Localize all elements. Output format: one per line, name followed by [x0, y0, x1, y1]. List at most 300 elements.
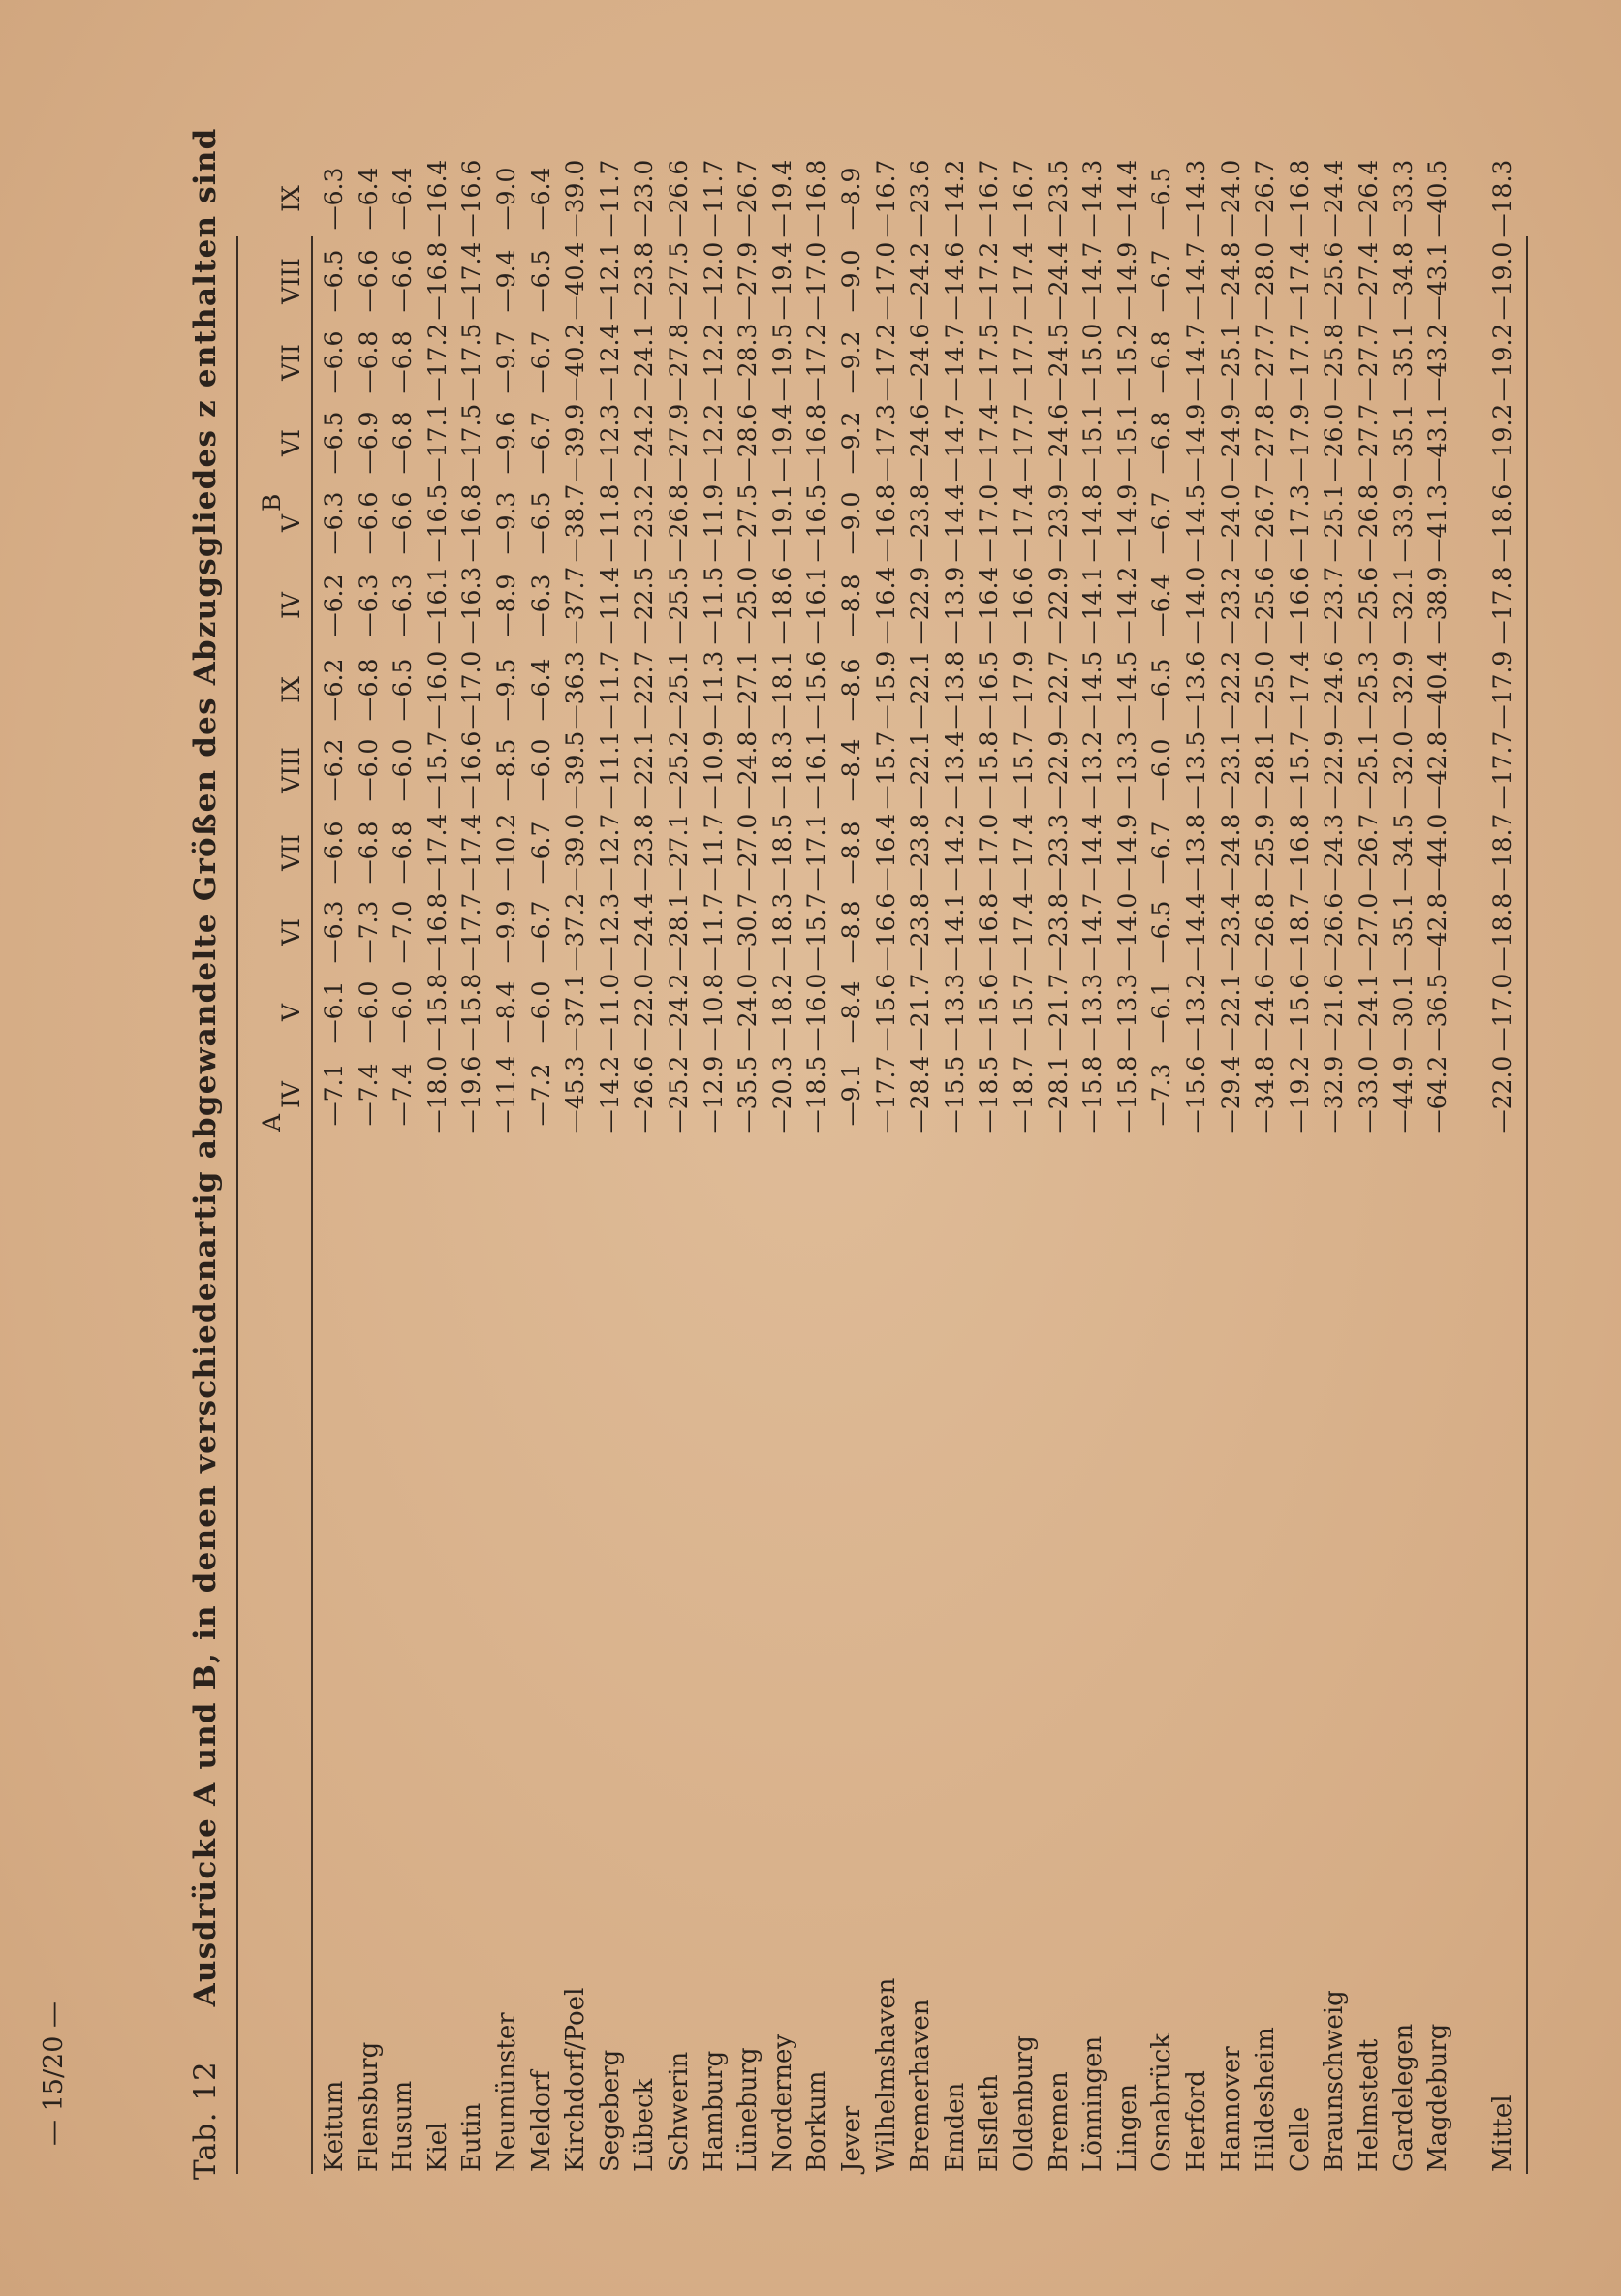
value-b-vii: —15.0: [1078, 323, 1107, 402]
value-a-vii: —6.8: [389, 821, 418, 884]
value-b-viii: —27.9: [733, 241, 763, 321]
value-a-vi: —6.7: [526, 900, 555, 964]
value-a-iv: —45.3: [561, 1055, 590, 1134]
value-b-v: —23.8: [906, 483, 935, 563]
value-b-vi: —17.4: [975, 403, 1004, 482]
value-a-vii: —34.5: [1388, 813, 1418, 892]
station-name: Elsfleth: [975, 2074, 1005, 2172]
station-name: Jever: [837, 2105, 866, 2172]
value-a-v: —6.0: [526, 980, 555, 1044]
value-b-vi: —19.2: [1488, 403, 1516, 482]
value-a-v: —16.0: [802, 973, 831, 1052]
table-row: [938, 159, 975, 2180]
value-b-vii: —17.5: [975, 323, 1004, 402]
value-b-vii: —28.3: [733, 323, 763, 402]
value-b-viii: —17.4: [457, 241, 486, 321]
value-a-vii: —23.8: [630, 813, 659, 892]
value-b-ix: —16.7: [975, 159, 1004, 238]
value-a-ix: —27.1: [733, 650, 763, 729]
value-b-vii: —6.7: [526, 330, 555, 394]
station-name: Hamburg: [699, 2050, 729, 2172]
value-b-iv: —25.5: [665, 566, 693, 645]
top-rule: [236, 236, 238, 2174]
value-a-vii: —6.7: [526, 821, 555, 884]
value-a-iv: —15.8: [1112, 1055, 1141, 1134]
value-b-vii: —24.6: [906, 323, 935, 402]
value-b-iv: —37.7: [561, 566, 590, 645]
value-a-ix: —40.4: [1423, 650, 1452, 729]
value-a-vi: —35.1: [1388, 892, 1418, 972]
value-a-viii: —22.9: [1320, 730, 1349, 810]
value-b-vi: —19.4: [767, 403, 796, 482]
value-b-v: —33.9: [1388, 483, 1418, 563]
value-a-ix: —25.1: [665, 650, 693, 729]
value-b-vii: —6.8: [389, 330, 418, 394]
value-b-v: —9.0: [837, 491, 865, 555]
value-a-viii: —13.3: [1112, 730, 1141, 810]
value-a-viii: —11.1: [595, 730, 624, 810]
table-row: [1075, 159, 1112, 2180]
table-row: [524, 167, 561, 2180]
value-a-v: —22.0: [630, 973, 659, 1052]
value-a-iv: —19.6: [457, 1055, 486, 1134]
value-b-viii: —24.4: [1044, 241, 1073, 321]
station-name: Osnabrück: [1147, 2032, 1177, 2172]
value-b-vii: —17.2: [871, 323, 900, 402]
value-a-vii: —10.2: [492, 813, 520, 892]
value-b-viii: —14.9: [1112, 241, 1141, 321]
value-a-ix: —16.0: [422, 650, 452, 729]
table-row: [834, 167, 871, 2180]
value-a-vi: —6.3: [320, 900, 348, 964]
value-b-vii: —27.7: [1355, 323, 1383, 402]
value-a-vi: —18.7: [1285, 892, 1314, 972]
value-a-viii: —15.7: [1285, 730, 1314, 810]
value-b-iv: —14.2: [1112, 566, 1141, 645]
value-b-ix: —26.6: [665, 159, 693, 238]
value-b-viii: —17.4: [1285, 241, 1314, 321]
station-name: Herford: [1182, 2070, 1211, 2172]
value-a-v: —37.1: [561, 973, 590, 1052]
station-name: Emden: [940, 2082, 970, 2172]
value-b-viii: —9.0: [837, 249, 865, 313]
value-a-vii: —6.8: [354, 821, 383, 884]
value-a-viii: —16.1: [802, 730, 831, 810]
value-b-vii: —9.7: [492, 330, 520, 394]
value-a-viii: —22.9: [1044, 730, 1073, 810]
value-b-viii: —27.5: [665, 241, 693, 321]
value-b-ix: —40.5: [1423, 159, 1452, 238]
value-b-iv: —38.9: [1423, 566, 1452, 645]
value-b-vi: —17.1: [422, 403, 452, 482]
value-b-vi: —6.7: [526, 411, 555, 475]
station-name: Mittel: [1488, 2094, 1517, 2172]
value-a-iv: —18.5: [975, 1055, 1004, 1134]
value-b-iv: —25.6: [1355, 566, 1383, 645]
value-a-iv: —19.2: [1285, 1055, 1314, 1134]
value-b-viii: —17.0: [871, 241, 900, 321]
value-b-v: —19.1: [767, 483, 796, 563]
value-a-vii: —17.0: [975, 813, 1004, 892]
value-a-viii: —13.4: [940, 730, 969, 810]
value-b-ix: —26.4: [1355, 159, 1383, 238]
value-b-iv: —25.6: [1251, 566, 1280, 645]
value-b-ix: —11.7: [699, 159, 728, 238]
value-b-vii: —25.8: [1320, 323, 1349, 402]
value-a-v: —21.6: [1320, 973, 1349, 1052]
table-row: [1387, 159, 1423, 2180]
station-name: Segeberg: [595, 2049, 625, 2172]
value-b-v: —14.4: [940, 483, 969, 563]
station-name: Norderney: [767, 2033, 797, 2172]
value-b-vi: —17.5: [457, 403, 486, 482]
value-a-iv: —18.0: [422, 1055, 452, 1134]
value-a-ix: —6.5: [1147, 658, 1176, 722]
value-a-vii: —23.3: [1044, 813, 1073, 892]
table-row: [799, 159, 836, 2180]
value-a-viii: —22.1: [906, 730, 935, 810]
value-a-ix: —14.5: [1078, 650, 1107, 729]
value-b-v: —16.5: [422, 483, 452, 563]
column-header-a-ix: IX: [277, 676, 305, 703]
value-a-iv: —15.8: [1078, 1055, 1107, 1134]
value-b-ix: —8.9: [837, 167, 865, 231]
value-a-v: —21.7: [906, 973, 935, 1052]
value-b-ix: —14.2: [940, 159, 969, 238]
value-b-vii: —17.7: [1010, 323, 1038, 402]
value-a-viii: —22.1: [630, 730, 659, 810]
value-b-iv: —14.1: [1078, 566, 1107, 645]
group-header-a: A: [258, 1113, 286, 1132]
value-a-v: —10.8: [699, 973, 728, 1052]
table-row: [1420, 159, 1457, 2180]
value-a-ix: —15.9: [871, 650, 900, 729]
value-a-iv: —18.7: [1010, 1055, 1038, 1134]
value-b-viii: —17.0: [802, 241, 831, 321]
value-a-vi: —27.0: [1355, 892, 1383, 972]
value-b-vii: —17.2: [422, 323, 452, 402]
value-b-iv: —14.0: [1182, 566, 1210, 645]
value-b-vii: —24.1: [630, 323, 659, 402]
value-a-viii: —6.0: [389, 738, 418, 802]
value-b-v: —16.8: [871, 483, 900, 563]
value-b-ix: —16.8: [1285, 159, 1314, 238]
value-b-vi: —39.9: [561, 403, 590, 482]
value-b-iv: —16.3: [457, 566, 486, 645]
value-b-iv: —6.4: [1147, 574, 1176, 637]
value-a-vi: —12.3: [595, 892, 624, 972]
value-a-v: —15.6: [975, 973, 1004, 1052]
value-a-v: —18.2: [767, 973, 796, 1052]
value-b-v: —23.2: [630, 483, 659, 563]
value-b-v: —6.7: [1147, 491, 1176, 555]
value-a-viii: —6.0: [526, 738, 555, 802]
value-b-viii: —19.0: [1488, 241, 1516, 321]
value-a-v: —13.2: [1182, 973, 1210, 1052]
value-a-ix: —11.3: [699, 650, 728, 729]
value-a-vii: —24.3: [1320, 813, 1349, 892]
value-b-viii: —43.1: [1423, 241, 1452, 321]
table-row: [697, 159, 733, 2180]
value-b-iv: —6.2: [320, 574, 348, 637]
value-b-viii: —6.5: [526, 249, 555, 313]
value-a-viii: —10.9: [699, 730, 728, 810]
value-b-vii: —35.1: [1388, 323, 1418, 402]
value-a-viii: —6.2: [320, 738, 348, 802]
table-row: [627, 159, 664, 2180]
value-a-iv: —44.9: [1388, 1055, 1418, 1134]
table-row: [1144, 167, 1181, 2180]
value-a-vii: —24.8: [1216, 813, 1245, 892]
value-a-ix: —24.6: [1320, 650, 1349, 729]
value-b-vi: —27.8: [1251, 403, 1280, 482]
value-b-vi: —17.9: [1285, 403, 1314, 482]
value-b-vi: —9.2: [837, 411, 865, 475]
value-b-ix: —24.4: [1320, 159, 1349, 238]
value-a-v: —24.0: [733, 973, 763, 1052]
value-a-iv: —33.0: [1355, 1055, 1383, 1134]
value-b-ix: —18.3: [1488, 159, 1516, 238]
value-b-vi: —16.8: [802, 403, 831, 482]
station-name: Celle: [1285, 2106, 1315, 2172]
value-a-ix: —22.1: [906, 650, 935, 729]
value-a-ix: —14.5: [1112, 650, 1141, 729]
value-b-v: —14.9: [1112, 483, 1141, 563]
value-b-iv: —16.1: [422, 566, 452, 645]
station-name: Bremerhaven: [906, 1999, 936, 2172]
column-header-b-vii: VII: [277, 344, 305, 381]
value-b-vi: —6.9: [354, 411, 383, 475]
table-row: [1283, 159, 1320, 2180]
column-header-a-iv: IV: [277, 1081, 305, 1108]
value-b-iv: —6.3: [389, 574, 418, 637]
value-a-vi: —18.8: [1488, 892, 1516, 972]
value-b-iv: —22.9: [906, 566, 935, 645]
value-a-v: —24.6: [1251, 973, 1280, 1052]
value-a-iv: —64.2: [1423, 1055, 1452, 1134]
value-b-iv: —8.8: [837, 574, 865, 637]
value-b-vii: —43.2: [1423, 323, 1452, 402]
value-a-vii: —14.2: [940, 813, 969, 892]
value-a-ix: —25.3: [1355, 650, 1383, 729]
value-a-iv: —18.5: [802, 1055, 831, 1134]
value-a-v: —36.5: [1423, 973, 1452, 1052]
value-a-ix: —18.1: [767, 650, 796, 729]
header-rule: [311, 236, 313, 2174]
value-b-iv: —11.4: [595, 566, 624, 645]
column-header-a-vii: VII: [277, 834, 305, 871]
value-b-vii: —25.1: [1216, 323, 1245, 402]
column-header-b-v: V: [277, 513, 305, 533]
table-row: [869, 159, 906, 2180]
value-b-vi: —17.3: [871, 403, 900, 482]
value-a-iv: —32.9: [1320, 1055, 1349, 1134]
value-a-vi: —16.8: [422, 892, 452, 972]
value-b-ix: —6.4: [526, 167, 555, 231]
value-a-viii: —8.4: [837, 738, 865, 802]
value-b-viii: —24.2: [906, 241, 935, 321]
value-b-vi: —24.2: [630, 403, 659, 482]
mittel-row: [1485, 159, 1522, 2180]
value-b-vi: —24.9: [1216, 403, 1245, 482]
value-b-ix: —16.8: [802, 159, 831, 238]
value-a-vii: —17.1: [802, 813, 831, 892]
column-header-a-vi: VI: [277, 918, 305, 946]
value-b-ix: —33.3: [1388, 159, 1418, 238]
value-a-iv: —12.9: [699, 1055, 728, 1134]
value-b-ix: —23.5: [1044, 159, 1073, 238]
value-b-ix: —9.0: [492, 167, 520, 231]
value-b-ix: —16.7: [871, 159, 900, 238]
value-a-vi: —7.3: [354, 900, 383, 964]
value-a-viii: —15.7: [871, 730, 900, 810]
value-a-vi: —26.8: [1251, 892, 1280, 972]
value-a-ix: —22.2: [1216, 650, 1245, 729]
value-b-iv: —13.9: [940, 566, 969, 645]
value-b-viii: —23.8: [630, 241, 659, 321]
value-b-vii: —14.7: [940, 323, 969, 402]
column-header-a-v: V: [277, 1003, 305, 1022]
value-b-vi: —17.7: [1010, 403, 1038, 482]
value-a-vi: —42.8: [1423, 892, 1452, 972]
value-a-vii: —39.0: [561, 813, 590, 892]
value-a-vii: —6.7: [1147, 821, 1176, 884]
column-header-b-iv: IV: [277, 592, 305, 619]
value-a-iv: —20.3: [767, 1055, 796, 1134]
value-a-vi: —7.0: [389, 900, 418, 964]
value-a-viii: —42.8: [1423, 730, 1452, 810]
value-a-ix: —17.9: [1010, 650, 1038, 729]
value-b-ix: —23.6: [906, 159, 935, 238]
station-name: Bremen: [1044, 2071, 1074, 2172]
value-a-v: —22.1: [1216, 973, 1245, 1052]
value-b-v: —14.5: [1182, 483, 1210, 563]
value-b-ix: —16.6: [457, 159, 486, 238]
value-b-viii: —12.0: [699, 241, 728, 321]
value-b-iv: —17.8: [1488, 566, 1516, 645]
table-row: [1317, 159, 1354, 2180]
value-a-v: —24.2: [665, 973, 693, 1052]
value-b-v: —16.8: [457, 483, 486, 563]
bottom-rule: [1526, 236, 1528, 2174]
value-b-ix: —24.0: [1216, 159, 1245, 238]
value-a-vi: —16.6: [871, 892, 900, 972]
value-b-vii: —9.2: [837, 330, 865, 394]
table-row: [1007, 159, 1044, 2180]
value-b-v: —26.8: [1355, 483, 1383, 563]
value-b-vi: —6.8: [389, 411, 418, 475]
value-a-iv: —11.4: [492, 1055, 520, 1134]
value-b-ix: —11.7: [595, 159, 624, 238]
table-row: [489, 167, 526, 2180]
value-b-viii: —9.4: [492, 249, 520, 313]
value-b-viii: —27.4: [1355, 241, 1383, 321]
table-row: [386, 167, 422, 2180]
value-a-vi: —14.0: [1112, 892, 1141, 972]
value-b-vi: —12.2: [699, 403, 728, 482]
table-row: [1248, 159, 1285, 2180]
value-b-viii: —6.6: [389, 249, 418, 313]
value-a-viii: —6.0: [1147, 738, 1176, 802]
value-a-ix: —22.7: [630, 650, 659, 729]
station-name: Borkum: [802, 2070, 832, 2172]
value-b-vii: —6.8: [1147, 330, 1176, 394]
value-a-vi: —6.5: [1147, 900, 1176, 964]
value-a-iv: —15.6: [1182, 1055, 1210, 1134]
value-b-vi: —27.7: [1355, 403, 1383, 482]
value-b-iv: —16.1: [802, 566, 831, 645]
value-b-ix: —16.7: [1010, 159, 1038, 238]
value-a-v: —17.0: [1488, 973, 1516, 1052]
value-a-ix: —6.4: [526, 658, 555, 722]
value-b-viii: —40.4: [561, 241, 590, 321]
value-a-vii: —44.0: [1423, 813, 1452, 892]
value-b-vi: —6.5: [320, 411, 348, 475]
value-a-v: —30.1: [1388, 973, 1418, 1052]
value-b-v: —6.6: [354, 491, 383, 555]
value-b-v: —6.3: [320, 491, 348, 555]
value-a-iv: —14.2: [595, 1055, 624, 1134]
station-name: Kirchdorf/Poel: [561, 1987, 591, 2172]
value-a-vi: —11.7: [699, 892, 728, 972]
value-a-iv: —29.4: [1216, 1055, 1245, 1134]
value-a-v: —24.1: [1355, 973, 1383, 1052]
value-b-v: —17.0: [975, 483, 1004, 563]
value-a-viii: —25.2: [665, 730, 693, 810]
value-b-iv: —16.6: [1285, 566, 1314, 645]
value-b-vi: —43.1: [1423, 403, 1452, 482]
station-name: Lönningen: [1078, 2035, 1108, 2172]
value-a-ix: —25.0: [1251, 650, 1280, 729]
table-row: [558, 159, 595, 2180]
value-b-vi: —6.8: [1147, 411, 1176, 475]
value-a-vii: —16.8: [1285, 813, 1314, 892]
value-a-v: —13.3: [940, 973, 969, 1052]
value-a-viii: —15.7: [1010, 730, 1038, 810]
station-name: Kiel: [422, 2122, 452, 2172]
value-b-v: —26.8: [665, 483, 693, 563]
value-b-viii: —19.4: [767, 241, 796, 321]
value-b-vii: —27.7: [1251, 323, 1280, 402]
value-b-v: —27.5: [733, 483, 763, 563]
value-b-iv: —32.1: [1388, 566, 1418, 645]
value-a-iv: —7.4: [389, 1063, 418, 1127]
station-name: Lingen: [1112, 2083, 1142, 2172]
column-header-b-viii: VIII: [277, 258, 305, 304]
value-a-vii: —6.6: [320, 821, 348, 884]
value-a-iv: —7.4: [354, 1063, 383, 1127]
station-name: Keitum: [320, 2080, 349, 2172]
value-b-viii: —34.8: [1388, 241, 1418, 321]
station-name: Flensburg: [354, 2041, 384, 2172]
value-a-vii: —12.7: [595, 813, 624, 892]
value-b-vii: —6.6: [320, 330, 348, 394]
value-a-v: —15.7: [1010, 973, 1038, 1052]
value-a-ix: —8.6: [837, 658, 865, 722]
value-b-vii: —15.2: [1112, 323, 1141, 402]
value-b-iv: —23.2: [1216, 566, 1245, 645]
value-a-vi: —23.4: [1216, 892, 1245, 972]
value-b-vii: —40.2: [561, 323, 590, 402]
value-a-vii: —11.7: [699, 813, 728, 892]
value-b-viii: —14.7: [1078, 241, 1107, 321]
value-b-v: —18.6: [1488, 483, 1516, 563]
value-a-vii: —26.7: [1355, 813, 1383, 892]
value-a-iv: —34.8: [1251, 1055, 1280, 1134]
value-b-vi: —14.7: [940, 403, 969, 482]
value-a-ix: —13.8: [940, 650, 969, 729]
value-a-v: —15.6: [871, 973, 900, 1052]
